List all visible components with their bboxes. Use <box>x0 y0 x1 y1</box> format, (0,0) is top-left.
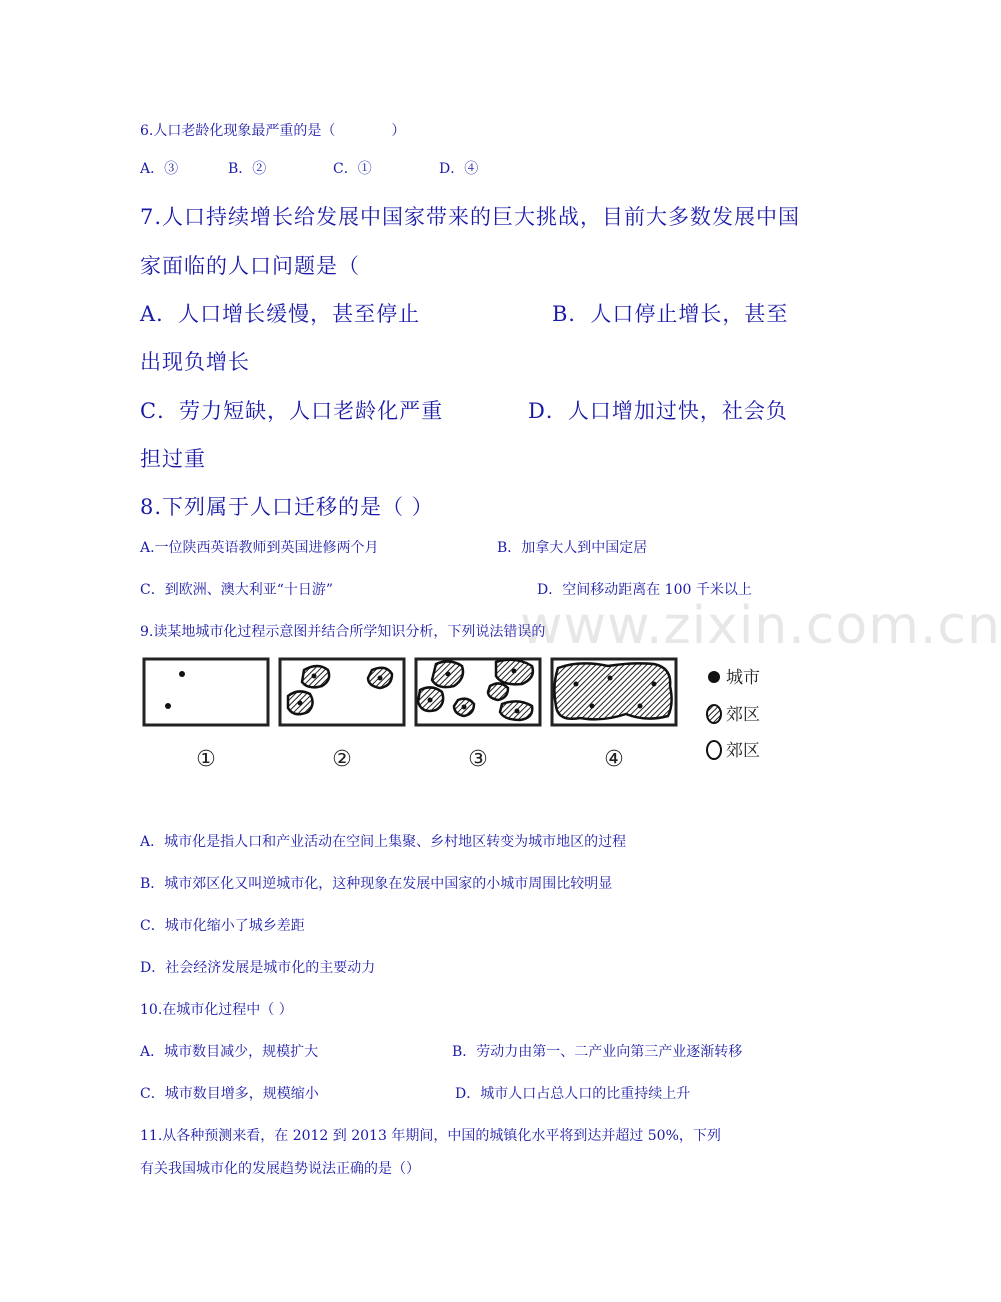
q8-option-a: A.一位陕西英语教师到英国进修两个月 <box>140 540 379 556</box>
panel-label-3: ③ <box>468 747 488 772</box>
q6-option-c: C．① <box>333 161 372 177</box>
urbanization-figure <box>140 656 780 776</box>
q6-stem: 6.人口老龄化现象最严重的是（ ） <box>140 123 406 139</box>
city-dot <box>179 671 185 677</box>
city-dot <box>165 703 171 709</box>
q6-option-d: D．④ <box>439 161 479 177</box>
q7-option-a: A．人口增长缓慢，甚至停止 <box>140 302 421 326</box>
watermark: www.zixin.com.cn <box>520 596 1001 656</box>
urbanization-diagram <box>140 656 780 776</box>
legend-suburb-empty-icon <box>707 741 721 759</box>
q11-stem-line2: 有关我国城市化的发展趋势说法正确的是（） <box>140 1161 420 1177</box>
q10-option-d: D．城市人口占总人口的比重持续上升 <box>455 1086 691 1102</box>
q10-option-b: B．劳动力由第一、二产业向第三产业逐渐转移 <box>452 1044 743 1060</box>
q9-option-c: C．城市化缩小了城乡差距 <box>140 918 305 934</box>
panel-2 <box>280 659 404 725</box>
legend-city-label: 城市 <box>726 668 760 688</box>
q6-option-b: B．② <box>228 161 267 177</box>
q9-option-a: A．城市化是指人口和产业活动在空间上集聚、乡村地区转变为城市地区的过程 <box>140 834 627 850</box>
q8-option-b: B．加拿大人到中国定居 <box>497 540 648 556</box>
q9-stem: 9.读某地城市化过程示意图并结合所学知识分析，下列说法错误的 <box>140 624 546 640</box>
panel-4 <box>552 659 676 725</box>
q7-stem-line1: 7.人口持续增长给发展中国家带来的巨大挑战，目前大多数发展中国 <box>140 205 801 229</box>
q9-option-b: B．城市郊区化又叫逆城市化，这种现象在发展中国家的小城市周围比较明显 <box>140 876 613 892</box>
q6-options <box>0 158 920 178</box>
legend-suburb-label: 郊区 <box>726 705 760 725</box>
panel-3 <box>416 659 540 725</box>
legend-suburb-label-2: 郊区 <box>726 741 760 761</box>
q6-option-a: A．③ <box>140 161 179 177</box>
q7-option-c: C．劳力短缺，人口老龄化严重 <box>140 399 444 423</box>
panel-1 <box>144 659 268 725</box>
panel-label-1: ① <box>196 747 216 772</box>
q10-option-c: C．城市数目增多，规模缩小 <box>140 1086 319 1102</box>
panel-label-2: ② <box>332 747 352 772</box>
q8-stem: 8.下列属于人口迁移的是（ ） <box>140 495 434 519</box>
q7-option-d: D．人口增加过快，社会负 <box>528 399 788 423</box>
q11-stem-line1: 11.从各种预测来看，在 2012 到 2013 年期间，中国的城镇化水平将到达并超过 50%，下列 <box>140 1128 721 1144</box>
legend <box>707 668 760 761</box>
q7-stem-line2: 家面临的人口问题是（ <box>140 254 360 278</box>
q10-stem: 10.在城市化过程中（ ） <box>140 1002 293 1018</box>
q7-option-b-cont: 出现负增长 <box>140 350 250 374</box>
q8-option-d: D．空间移动距离在 100 千米以上 <box>537 582 752 598</box>
q7-option-b: B．人口停止增长，甚至 <box>552 302 789 326</box>
q9-option-d: D．社会经济发展是城市化的主要动力 <box>140 960 376 976</box>
q10-option-a: A．城市数目减少，规模扩大 <box>140 1044 319 1060</box>
legend-suburb-hatched-icon <box>707 705 721 723</box>
panel-label-4: ④ <box>604 747 624 772</box>
q7-option-d-cont: 担过重 <box>140 447 206 471</box>
q8-option-c: C．到欧洲、澳大利亚“十日游” <box>140 582 334 598</box>
legend-city-icon <box>708 671 720 683</box>
